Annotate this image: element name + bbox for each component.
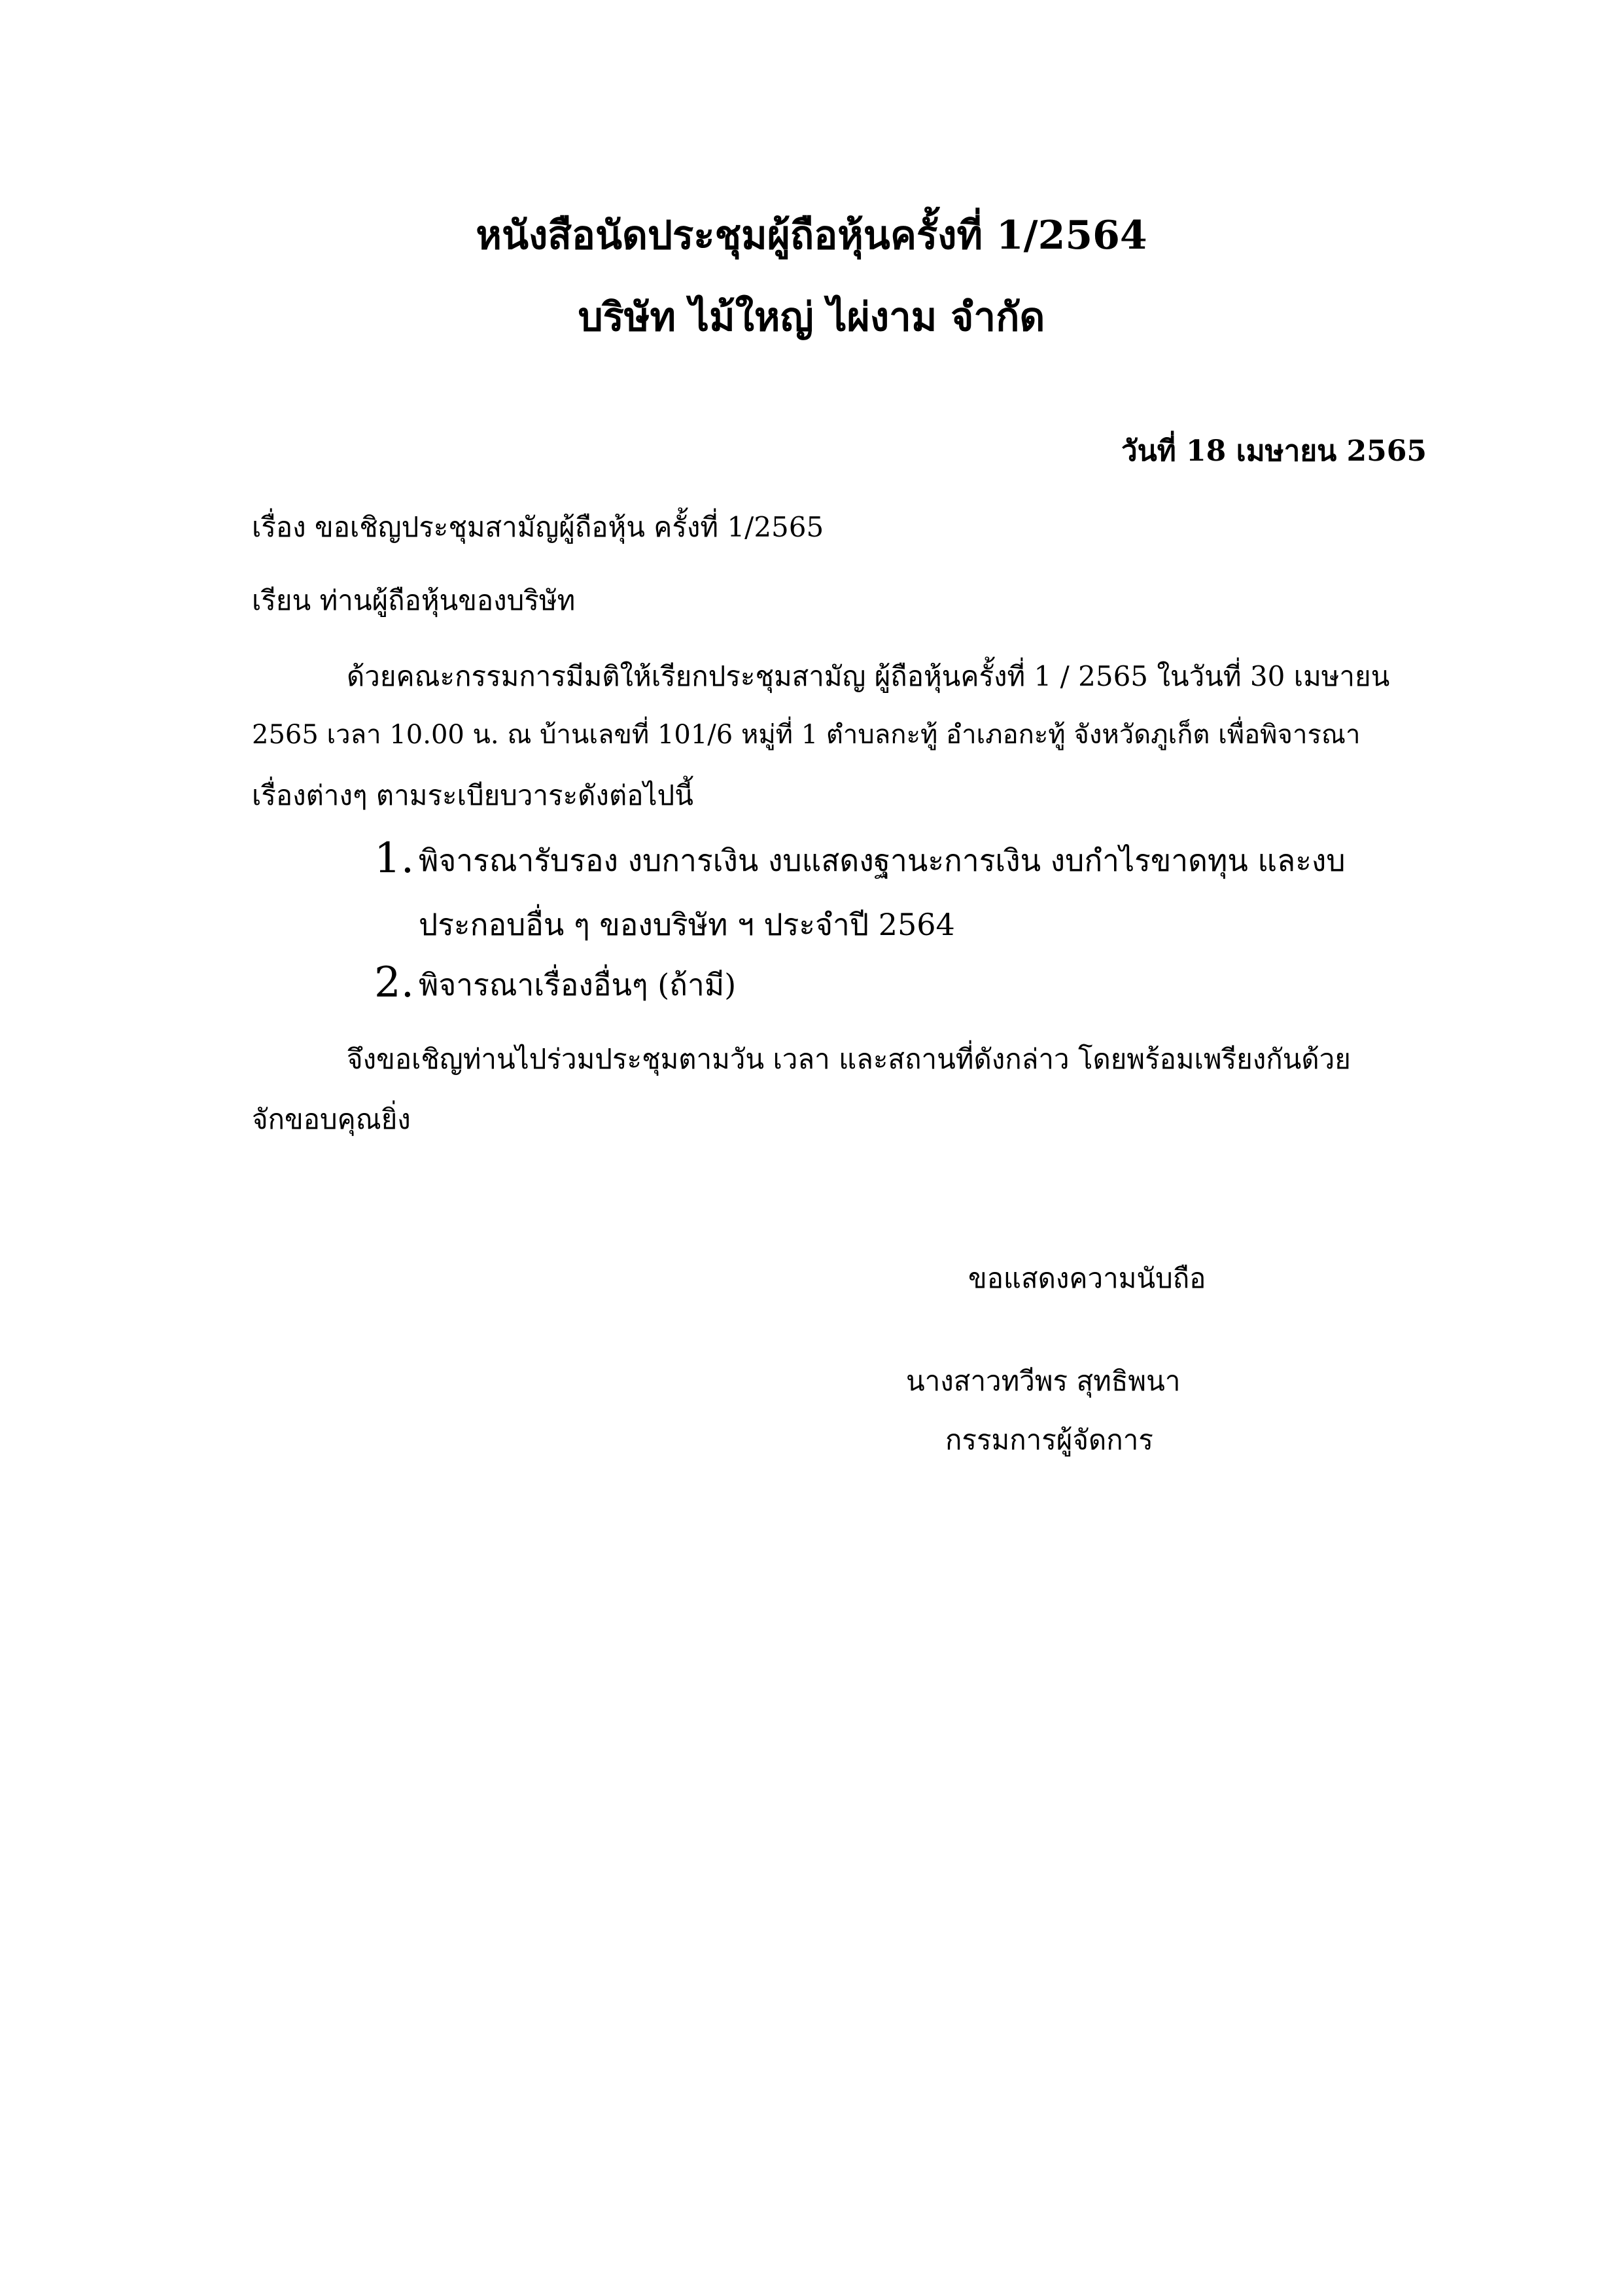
signature-name: นางสาวทวีพร สุทธิพนา — [906, 1365, 1181, 1397]
closing-line-1: จึงขอเชิญท่านไปร่วมประชุมตามวัน เวลา และสถานที่ดังกล่าว โดยพร้อมเพรียงกันด้วย — [347, 1043, 1351, 1075]
salutation-line: เรียน ท่านผู้ถือหุ้นของบริษัท — [252, 584, 576, 616]
agenda-item-1-line-2: ประกอบอื่น ๆ ของบริษัท ฯ ประจำปี 2564 — [419, 907, 955, 942]
agenda-item-2-number: 2. — [374, 959, 415, 1007]
subject-line: เรื่อง ขอเชิญประชุมสามัญผู้ถือหุ้น ครั้งที่ 1/2565 — [252, 511, 824, 543]
closing-line-2: จักขอบคุณยิ่ง — [252, 1103, 411, 1135]
document-title: หนังสือนัดประชุมผู้ถือหุ้นครั้งที่ 1/2564 — [476, 213, 1147, 258]
intro-line-1: ด้วยคณะกรรมการมีมติให้เรียกประชุมสามัญ ผู้ถือหุ้นครั้งที่ 1 / 2565 ในวันที่ 30 เมษายน — [347, 660, 1390, 692]
intro-line-3: เรื่องต่างๆ ตามระเบียบวาระดังต่อไปนี้ — [252, 779, 693, 811]
agenda-item-2-line-1: พิจารณาเรื่องอื่นๆ (ถ้ามี) — [419, 967, 737, 1002]
signature-regards: ขอแสดงความนับถือ — [968, 1262, 1206, 1294]
agenda-item-1-line-1: พิจารณารับรอง งบการเงิน งบแสดงฐานะการเงิน งบกำไรขาดทุน และงบ — [419, 843, 1346, 878]
company-name: บริษัท ไม้ใหญ่ ไผ่งาม จำกัด — [578, 294, 1045, 340]
intro-line-2: 2565 เวลา 10.00 น. ณ บ้านเลขที่ 101/6 หมู่ที่ 1 ตำบลกะทู้ อำเภอกะทู้ จังหวัดภูเก็ต เพื่อพิจารณา — [252, 720, 1361, 750]
document-date: วันที่ 18 เมษายน 2565 — [1121, 434, 1427, 468]
signature-position: กรรมการผู้จัดการ — [945, 1424, 1153, 1456]
agenda-item-1-number: 1. — [374, 834, 415, 883]
